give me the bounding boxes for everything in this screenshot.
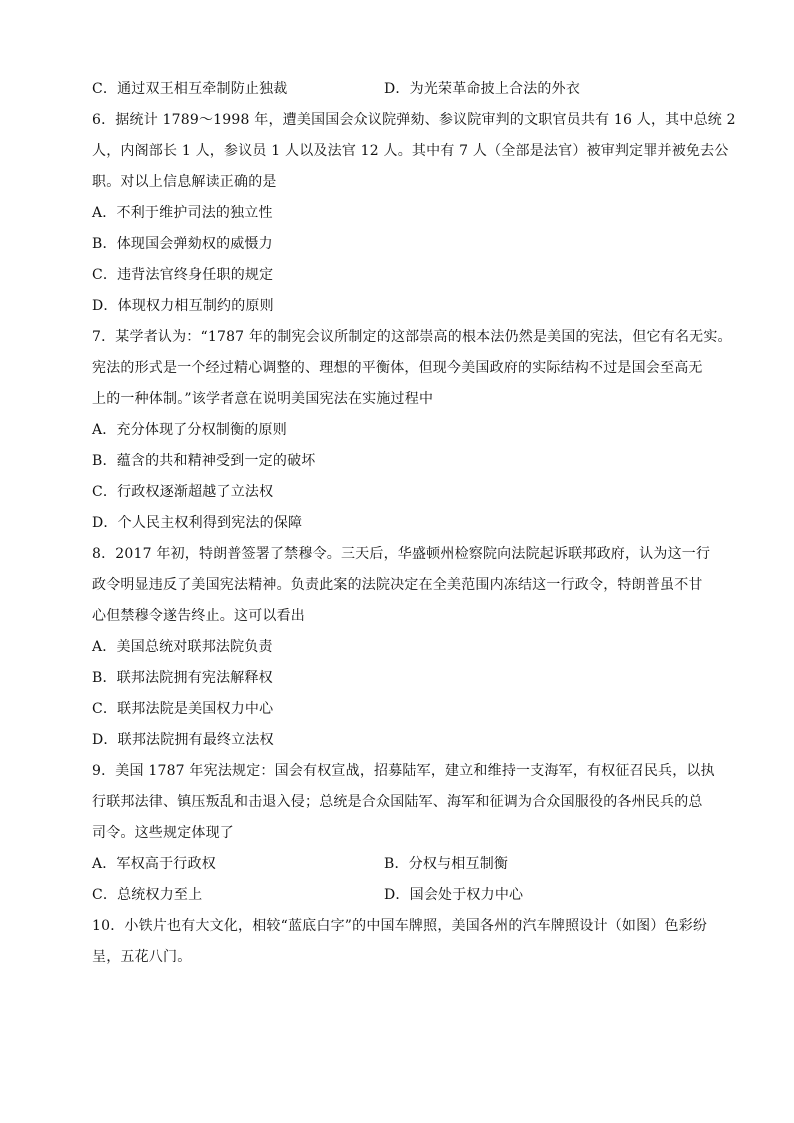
q6-stem-line-2: 人，内阁部长 1 人，参议员 1 人以及法官 12 人。其中有 7 人（全部是法官）被审判定罪并被免去公 bbox=[92, 143, 729, 159]
q8-option-b: B．联邦法院拥有宪法解释权 bbox=[92, 670, 273, 686]
q9-stem-line-1: 9．美国 1787 年宪法规定：国会有权宣战，招募陆军，建立和维持一支海军，有权征召民兵，以执 bbox=[92, 763, 715, 779]
q8-option-c: C．联邦法院是美国权力中心 bbox=[92, 701, 274, 717]
q10-stem-line-1: 10．小铁片也有大文化，相较“蓝底白字”的中国车牌照，美国各州的汽车牌照设计（如图）色彩纷 bbox=[92, 918, 708, 934]
q5-option-d: D．为光荣革命披上合法的外衣 bbox=[384, 81, 581, 97]
q9-stem-line-2: 行联邦法律、镇压叛乱和击退入侵；总统是合众国陆军、海军和征调为合众国服役的各州民兵的总 bbox=[92, 794, 703, 810]
exam-page bbox=[92, 74, 736, 973]
q7-option-c: C．行政权逐渐超越了立法权 bbox=[92, 484, 274, 500]
q6-option-c: C．违背法官终身任职的规定 bbox=[92, 267, 274, 283]
q7-stem-line-1: 7．某学者认为：“1787 年的制宪会议所制定的这部崇高的根本法仍然是美国的宪法，但它有名无实。 bbox=[92, 329, 732, 345]
q9-options-ab bbox=[92, 849, 717, 880]
q8-option-d: D．联邦法院拥有最终立法权 bbox=[92, 732, 274, 748]
q7-option-b: B．蕴含的共和精神受到一定的破坏 bbox=[92, 453, 316, 469]
q7-stem-line-3: 上的一种体制。”该学者意在说明美国宪法在实施过程中 bbox=[92, 391, 434, 407]
question-6 bbox=[92, 105, 736, 322]
question-9 bbox=[92, 756, 717, 911]
q6-option-d: D．体现权力相互制约的原则 bbox=[92, 298, 274, 314]
q5-options-cd bbox=[92, 74, 717, 105]
q9-option-c: C．总统权力至上 bbox=[92, 887, 203, 903]
q9-option-b: B．分权与相互制衡 bbox=[384, 856, 509, 872]
q9-option-d: D．国会处于权力中心 bbox=[384, 887, 524, 903]
question-7 bbox=[92, 322, 732, 539]
q6-stem-line-1: 6．据统计 1789～1998 年，遭美国国会众议院弹劾、参议院审判的文职官员共有 16 人，其中总统 2 bbox=[92, 112, 736, 128]
q7-option-d: D．个人民主权利得到宪法的保障 bbox=[92, 515, 303, 531]
q5-option-c: C．通过双王相互牵制防止独裁 bbox=[92, 81, 288, 97]
question-10 bbox=[92, 911, 717, 973]
question-8 bbox=[92, 539, 717, 756]
q8-stem-line-3: 心但禁穆令遂告终止。这可以看出 bbox=[92, 608, 305, 624]
q9-option-a: A．军权高于行政权 bbox=[92, 856, 216, 872]
q6-stem-line-3: 职。对以上信息解读正确的是 bbox=[92, 174, 277, 190]
q8-stem-line-1: 8．2017 年初，特朗普签署了禁穆令。三天后，华盛顿州检察院向法院起诉联邦政府，认为这一行 bbox=[92, 546, 711, 562]
q6-option-b: B．体现国会弹劾权的威慑力 bbox=[92, 236, 273, 252]
q8-stem-line-2: 政令明显违反了美国宪法精神。负责此案的法院决定在全美范围内冻结这一行政令，特朗普虽不甘 bbox=[92, 577, 703, 593]
q9-stem-line-3: 司令。这些规定体现了 bbox=[92, 825, 234, 841]
q9-options-cd bbox=[92, 880, 717, 911]
q7-stem-line-2: 宪法的形式是一个经过精心调整的、理想的平衡体，但现今美国政府的实际结构不过是国会至高无 bbox=[92, 360, 703, 376]
q10-stem-line-2: 呈，五花八门。 bbox=[92, 949, 192, 965]
q8-option-a: A．美国总统对联邦法院负责 bbox=[92, 639, 273, 655]
q6-option-a: A．不利于维护司法的独立性 bbox=[92, 205, 273, 221]
q7-option-a: A．充分体现了分权制衡的原则 bbox=[92, 422, 287, 438]
